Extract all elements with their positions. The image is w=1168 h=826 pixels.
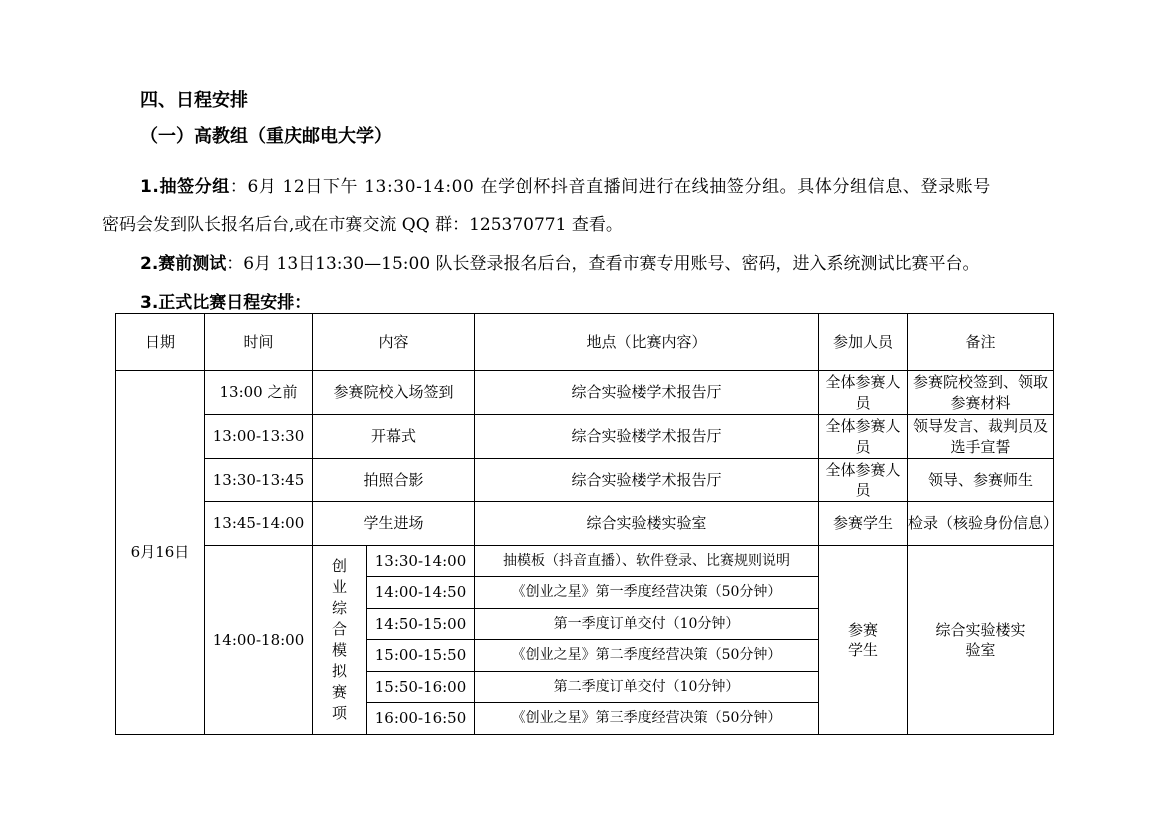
block-content-text: 创业综合模拟赛项 xyxy=(331,557,347,722)
sub-place-cell: 《创业之星》第三季度经营决策（50分钟） xyxy=(475,703,819,735)
place-cell: 综合实验楼学术报告厅 xyxy=(475,459,819,502)
people-cell: 全体参赛人员 xyxy=(819,371,908,415)
content-cell: 拍照合影 xyxy=(313,459,475,502)
block-people-text: 参赛学生 xyxy=(847,620,878,659)
item-1-line-2: 密码会发到队长报名后台,或在市赛交流 QQ 群：125370771 查看。 xyxy=(102,215,623,235)
note-cell: 参赛院校签到、领取参赛材料 xyxy=(908,371,1054,415)
item-2 xyxy=(140,249,980,274)
table-row xyxy=(116,371,1054,415)
sub-place-cell: 第二季度订单交付（10分钟） xyxy=(475,672,819,703)
item-1-label: 1.抽签分组 xyxy=(140,177,230,197)
table-row xyxy=(116,415,1054,459)
note-cell: 领导发言、裁判员及选手宣誓 xyxy=(908,415,1054,459)
block-content-cell xyxy=(313,546,367,735)
place-cell: 综合实验楼学术报告厅 xyxy=(475,371,819,415)
table-header-row xyxy=(116,314,1054,371)
content-cell: 开幕式 xyxy=(313,415,475,459)
item-2-label: 2.赛前测试 xyxy=(140,254,227,274)
header-content: 内容 xyxy=(313,314,475,371)
block-people-cell xyxy=(819,546,908,735)
section-title: 四、日程安排 xyxy=(140,90,248,111)
people-cell: 全体参赛人员 xyxy=(819,415,908,459)
sub-time-cell: 15:00-15:50 xyxy=(367,640,475,672)
item-2-text: ：6月 13日13:30—15:00 队长登录报名后台，查看市赛专用账号、密码，进入系统测试比赛平台。 xyxy=(226,254,980,274)
content-cell: 学生进场 xyxy=(313,502,475,546)
date-cell: 6月16日 xyxy=(116,371,205,735)
header-people: 参加人员 xyxy=(819,314,908,371)
header-note: 备注 xyxy=(908,314,1054,371)
people-cell: 参赛学生 xyxy=(819,502,908,546)
sub-time-cell: 14:50-15:00 xyxy=(367,609,475,640)
item-1-text: ：6月 12日下午 13:30-14:00 在学创杯抖音直播间进行在线抽签分组。具体分组信息、登录账号 xyxy=(229,177,991,197)
block-note-text: 综合实验楼实验室 xyxy=(935,620,1026,659)
time-cell: 13:00-13:30 xyxy=(205,415,313,459)
sub-time-cell: 16:00-16:50 xyxy=(367,703,475,735)
place-cell: 综合实验楼学术报告厅 xyxy=(475,415,819,459)
schedule-table xyxy=(115,313,1059,735)
block-note-cell xyxy=(908,546,1054,735)
sub-time-cell: 15:50-16:00 xyxy=(367,672,475,703)
header-date: 日期 xyxy=(116,314,205,371)
sub-place-cell: 《创业之星》第二季度经营决策（50分钟） xyxy=(475,640,819,672)
sub-place-cell: 第一季度订单交付（10分钟） xyxy=(475,609,819,640)
sub-place-cell: 《创业之星》第一季度经营决策（50分钟） xyxy=(475,577,819,609)
block-time-cell: 14:00-18:00 xyxy=(205,546,313,735)
sub-time-cell: 13:30-14:00 xyxy=(367,546,475,577)
subsection-title: （一）高教组（重庆邮电大学） xyxy=(140,126,392,147)
sub-time-cell: 14:00-14:50 xyxy=(367,577,475,609)
table-row xyxy=(116,459,1054,502)
item-3-label: 3.正式比赛日程安排： xyxy=(140,293,312,313)
time-cell: 13:45-14:00 xyxy=(205,502,313,546)
table-row xyxy=(116,546,1054,577)
note-cell: 检录（核验身份信息） xyxy=(908,502,1054,546)
header-time: 时间 xyxy=(205,314,313,371)
time-cell: 13:00 之前 xyxy=(205,371,313,415)
people-cell: 全体参赛人员 xyxy=(819,459,908,502)
note-cell: 领导、参赛师生 xyxy=(908,459,1054,502)
sub-place-cell: 抽模板（抖音直播）、软件登录、比赛规则说明 xyxy=(475,546,819,577)
table-row xyxy=(116,502,1054,546)
time-cell: 13:30-13:45 xyxy=(205,459,313,502)
header-place: 地点（比赛内容） xyxy=(475,314,819,371)
content-cell: 参赛院校入场签到 xyxy=(313,371,475,415)
item-1-line-1 xyxy=(140,172,991,197)
place-cell: 综合实验楼实验室 xyxy=(475,502,819,546)
